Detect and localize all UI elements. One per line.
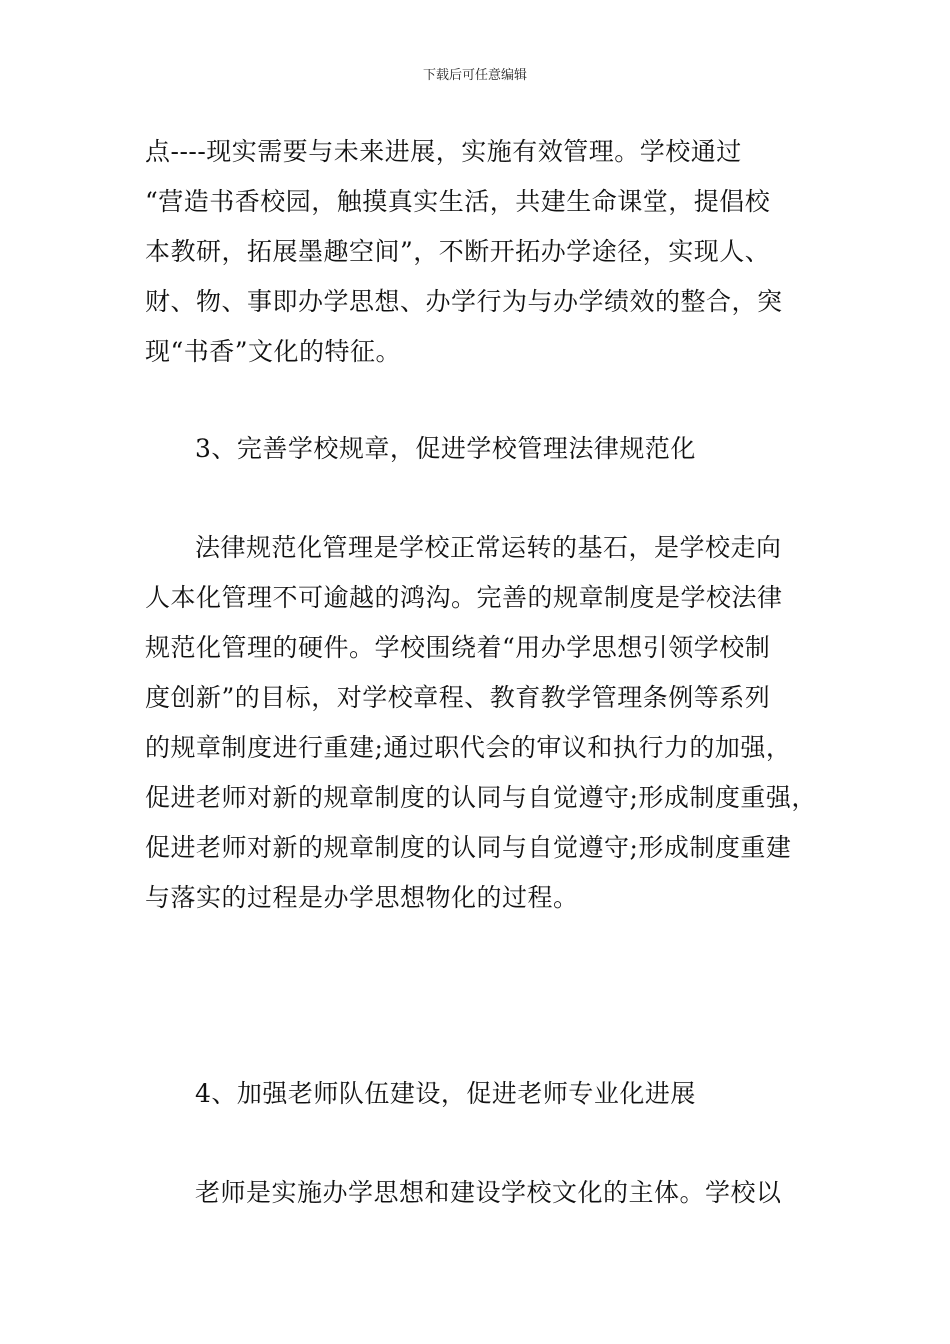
section-heading-3: 3、完善学校规章，促进学校管理法律规范化 [195,434,696,463]
text-line: 度创新”的目标，对学校章程、教育教学管理条例等系列 [145,683,771,712]
text-line: 规范化管理的硬件。学校围绕着“用办学思想引领学校制 [145,633,771,662]
text-line: 与落实的过程是办学思想物化的过程。 [145,883,579,912]
text-line: 促进老师对新的规章制度的认同与自觉遵守;形成制度重强， [145,783,817,812]
text-line: 的规章制度进行重建;通过职代会的审议和执行力的加强， [145,733,792,762]
text-line: 法律规范化管理是学校正常运转的基石，是学校走向 [195,533,782,562]
section-heading-4: 4、加强老师队伍建设，促进老师专业化进展 [195,1079,696,1108]
text-line: 财、物、事即办学思想、办学行为与办学绩效的整合，突 [145,287,783,316]
text-line: “营造书香校园，触摸真实生活，共建生命课堂，提倡校 [145,187,771,216]
page-header: 下载后可任意编辑 [422,68,527,83]
text-line: 老师是实施办学思想和建设学校文化的主体。学校以 [195,1178,782,1207]
text-line: 点----现实需要与未来进展，实施有效管理。学校通过 [145,137,742,166]
text-line: 本教研，拓展墨趣空间”，不断开拓办学途径，实现人、 [145,237,771,266]
text-line: 人本化管理不可逾越的鸿沟。完善的规章制度是学校法律 [145,583,783,612]
text-line: 现“书香”文化的特征。 [145,337,402,366]
text-line: 促进老师对新的规章制度的认同与自觉遵守;形成制度重建 [145,833,792,862]
